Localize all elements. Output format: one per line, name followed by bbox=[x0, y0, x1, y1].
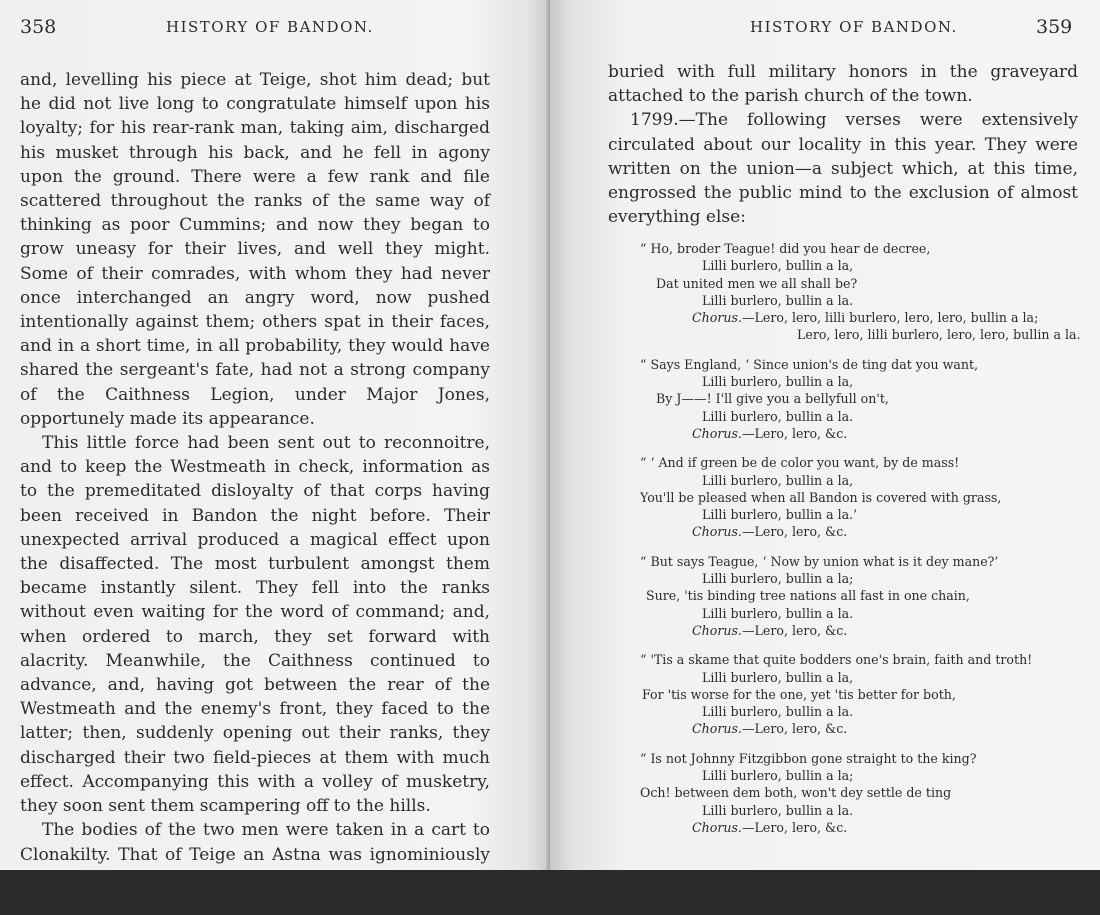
verse-chorus bbox=[640, 523, 1080, 540]
verse-stanza bbox=[640, 356, 1080, 442]
verse-line: For 'tis worse for the one, yet 'tis better for both, bbox=[642, 686, 956, 702]
verse-refrain: Lilli burlero, bullin a la. bbox=[702, 605, 854, 621]
right-page bbox=[550, 0, 1100, 870]
left-paragraph: This little force had been sent out to reconnoitre, and to keep the Westmeath in check, information as to the premeditated disloyalty of that corps having been received in Bandon the night before. Their unexpected arrival produced a magical effect upon the disaffected. The most turbulent amongst them became instantly silent. They fell into the ranks without even waiting for the word of command; and, when ordered to march, they set forward with alacrity. Meanwhile, the Caithness continued to advance, and, having got between the rear of the Westmeath and the enemy's front, they faced to the latter; then, suddenly opening out their ranks, they discharged their two field-pieces at them with much effect. Accompanying this with a volley of musketry, they soon sent them scampering off to the hills. bbox=[20, 433, 490, 817]
verse-refrain: Lilli burlero, bullin a la. bbox=[702, 704, 854, 720]
chorus-text: —Lero, lero, &c. bbox=[741, 622, 848, 638]
verse-refrain: Lilli burlero, bullin a la, bbox=[702, 669, 854, 685]
verse-line: Och! between dem both, won't dey settle de ting bbox=[640, 785, 952, 801]
verse-line: Dat united men we all shall be? bbox=[656, 275, 858, 291]
verse-stanza bbox=[640, 651, 1080, 737]
chorus-label: Chorus. bbox=[692, 425, 742, 441]
left-body-text bbox=[20, 68, 490, 915]
verse-refrain: Lilli burlero, bullin a la, bbox=[702, 472, 854, 488]
ballad-verses bbox=[640, 240, 1080, 848]
verse-refrain: Lilli burlero, bullin a la, bbox=[702, 258, 854, 274]
verse-stanza bbox=[640, 553, 1080, 639]
verse-refrain: Lilli burlero, bullin a la.’ bbox=[702, 507, 858, 523]
verse-stanza bbox=[640, 240, 1080, 344]
chorus-label: Chorus. bbox=[692, 524, 742, 540]
verse-refrain: Lilli burlero, bullin a la; bbox=[702, 571, 854, 587]
left-paragraph: The bodies of the two men were taken in a cart to Clonakilty. That of Teige an Astna was ignominiously flung into a pool of water in the Strand, called Crab Hole; but the remains of Sergeant Cummins were bbox=[20, 820, 490, 913]
chorus-text: —Lero, lero, &c. bbox=[741, 819, 848, 835]
verse-refrain: Lilli burlero, bullin a la. bbox=[702, 292, 854, 308]
chorus-label: Chorus. bbox=[692, 819, 742, 835]
verse-line: Sure, 'tis binding tree nations all fast in one chain, bbox=[646, 588, 970, 604]
left-page bbox=[0, 0, 550, 913]
verse-chorus bbox=[640, 819, 1080, 836]
verse-chorus-continued: Lero, lero, lilli burlero, lero, lero, bullin a la. bbox=[797, 327, 1081, 343]
chorus-label: Chorus. bbox=[692, 310, 742, 326]
left-paragraph: and, levelling his piece at Teige, shot him dead; but he did not live long to congratulate himself upon his loyalty; for his rear-rank man, taking aim, discharged his musket through his back, and he fell in agony upon the ground. There were a few rank and file scattered throughout the ranks of the same way of thinking as poor Cummins; and now they began to grow uneasy for their lives, and well they might. Some of their comrades, with whom they had never once interchanged an angry word, now pushed intentionally against them; others spat in their faces, and in a short time, in all probability, they would have shared the sergeant's fate, had not a strong company of the Caithness Legion, under Major Jones, opportunely made its appearance. bbox=[20, 70, 490, 429]
verse-stanza bbox=[640, 750, 1080, 836]
right-page-number: 359 bbox=[1036, 16, 1073, 38]
verse-line: “ Is not Johnny Fitzgibbon gone straight to the king? bbox=[640, 750, 977, 766]
verse-stanza bbox=[640, 454, 1080, 540]
chorus-text: —Lero, lero, &c. bbox=[741, 721, 848, 737]
verse-line: “ Says England, ‘ Since union's de ting dat you want, bbox=[640, 356, 979, 372]
left-running-head: HISTORY OF BANDON. bbox=[166, 18, 374, 36]
verse-refrain: Lilli burlero, bullin a la, bbox=[702, 374, 854, 390]
verse-line: By J——! I'll give you a bellyfull on't, bbox=[656, 391, 889, 407]
right-body-text bbox=[608, 60, 1078, 229]
verse-line: “ But says Teague, ‘ Now by union what is it dey mane?’ bbox=[640, 553, 999, 569]
verse-refrain: Lilli burlero, bullin a la. bbox=[702, 802, 854, 818]
verse-chorus bbox=[640, 622, 1080, 639]
verse-line: You'll be pleased when all Bandon is covered with grass, bbox=[640, 489, 1002, 505]
right-paragraph: buried with full military honors in the graveyard attached to the parish church of the town. bbox=[608, 62, 1078, 107]
chorus-text: —Lero, lero, &c. bbox=[741, 425, 848, 441]
chorus-label: Chorus. bbox=[692, 721, 742, 737]
verse-line: “ Ho, broder Teague! did you hear de decree, bbox=[640, 241, 931, 256]
right-paragraph: 1799.—The following verses were extensively circulated about our locality in this year. They were written on the union—a subject which, at this time, engrossed the public mind to the exclusion of almost everything else: bbox=[608, 110, 1078, 228]
chorus-text: —Lero, lero, lilli burlero, lero, lero, bullin a la; bbox=[741, 310, 1039, 326]
verse-chorus bbox=[640, 425, 1080, 442]
verse-refrain: Lilli burlero, bullin a la. bbox=[702, 408, 854, 424]
chorus-text: —Lero, lero, &c. bbox=[741, 524, 848, 540]
right-running-head: HISTORY OF BANDON. bbox=[750, 18, 958, 36]
verse-refrain: Lilli burlero, bullin a la; bbox=[702, 768, 854, 784]
verse-chorus bbox=[640, 309, 1080, 326]
verse-line: “ ‘ And if green be de color you want, by de mass! bbox=[640, 455, 960, 471]
left-page-number: 358 bbox=[20, 16, 57, 38]
verse-line: “ 'Tis a skame that quite bodders one's brain, faith and troth! bbox=[640, 652, 1033, 668]
chorus-label: Chorus. bbox=[692, 622, 742, 638]
verse-chorus bbox=[640, 720, 1080, 737]
